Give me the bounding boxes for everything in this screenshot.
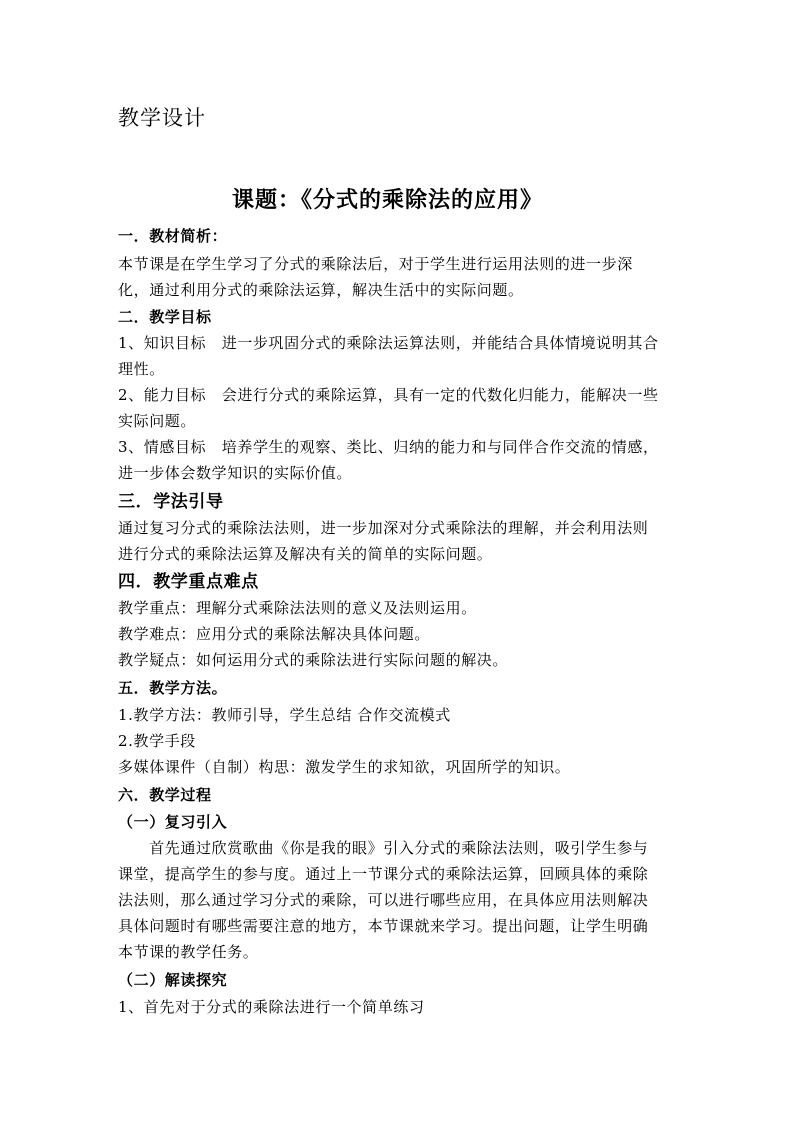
paragraph-line: 教学疑点：如何运用分式的乘除法进行实际问题的解决。 <box>118 651 509 669</box>
lesson-title: 课题：《分式的乘除法的应用》 <box>232 187 544 213</box>
document-heading: 教学设计 <box>118 106 206 130</box>
paragraph-line: 教学重点：理解分式乘除法法则的意义及法则运用。 <box>118 599 477 617</box>
paragraph-line: 本节课的教学任务。 <box>118 943 259 961</box>
section-heading-key-points: 四．教学重点难点 <box>118 572 259 592</box>
paragraph-line: 多媒体课件（自制）构思：激发学生的求知欲，巩固所学的知识。 <box>118 758 571 776</box>
paragraph-line: 进行分式的乘除法运算及解决有关的简单的实际问题。 <box>118 545 493 563</box>
paragraph-line: 2.教学手段 <box>118 732 196 750</box>
subsection-heading-explore: （二）解读探究 <box>118 971 228 989</box>
section-heading-study-guidance: 三．学法引导 <box>118 492 224 512</box>
section-heading-teaching-process: 六．教学过程 <box>118 786 212 804</box>
paragraph-line: 1.教学方法：教师引导，学生总结 合作交流模式 <box>118 706 451 724</box>
paragraph-line: 1、知识目标 进一步巩固分式的乘除法运算法则，并能结合具体情境说明其合 <box>118 334 659 352</box>
section-heading-teaching-goals: 二．教学目标 <box>118 308 212 326</box>
paragraph-line: 本节课是在学生学习了分式的乘除法后，对于学生进行运用法则的进一步深 <box>118 255 633 273</box>
paragraph-line: 实际问题。 <box>118 412 197 430</box>
paragraph-line: 教学难点：应用分式的乘除法解决具体问题。 <box>118 625 431 643</box>
section-heading-textbook-analysis: 一．教材简析： <box>118 227 228 245</box>
paragraph-line: 3、情感目标 培养学生的观察、类比、归纳的能力和与同伴合作交流的情感， <box>118 438 659 456</box>
paragraph-line: 课堂，提高学生的参与度。通过上一节课分式的乘除法运算，回顾具体的乘除 <box>118 865 649 883</box>
paragraph-line: 化，通过利用分式的乘除法运算，解决生活中的实际问题。 <box>118 281 524 299</box>
paragraph-line: 法法则，那么通过学习分式的乘除，可以进行哪些应用，在具体应用法则解决 <box>118 891 649 909</box>
section-heading-teaching-methods: 五．教学方法。 <box>118 679 228 697</box>
paragraph-line: 具体问题时有哪些需要注意的地方，本节课就来学习。提出问题，让学生明确 <box>118 917 649 935</box>
paragraph-line: 进一步体会数学知识的实际价值。 <box>118 464 353 482</box>
subsection-heading-review: （一）复习引入 <box>118 813 228 831</box>
paragraph-line: 2、能力目标 会进行分式的乘除运算，具有一定的代数化归能力，能解决一些 <box>118 386 659 404</box>
paragraph-line: 理性。 <box>118 360 165 378</box>
paragraph-line: 首先通过欣赏歌曲《你是我的眼》引入分式的乘除法法则，吸引学生参与 <box>118 839 649 857</box>
paragraph-line: 通过复习分式的乘除法法则，进一步加深对分式乘除法的理解，并会利用法则 <box>118 519 649 537</box>
paragraph-line: 1、首先对于分式的乘除法进行一个简单练习 <box>118 998 425 1016</box>
